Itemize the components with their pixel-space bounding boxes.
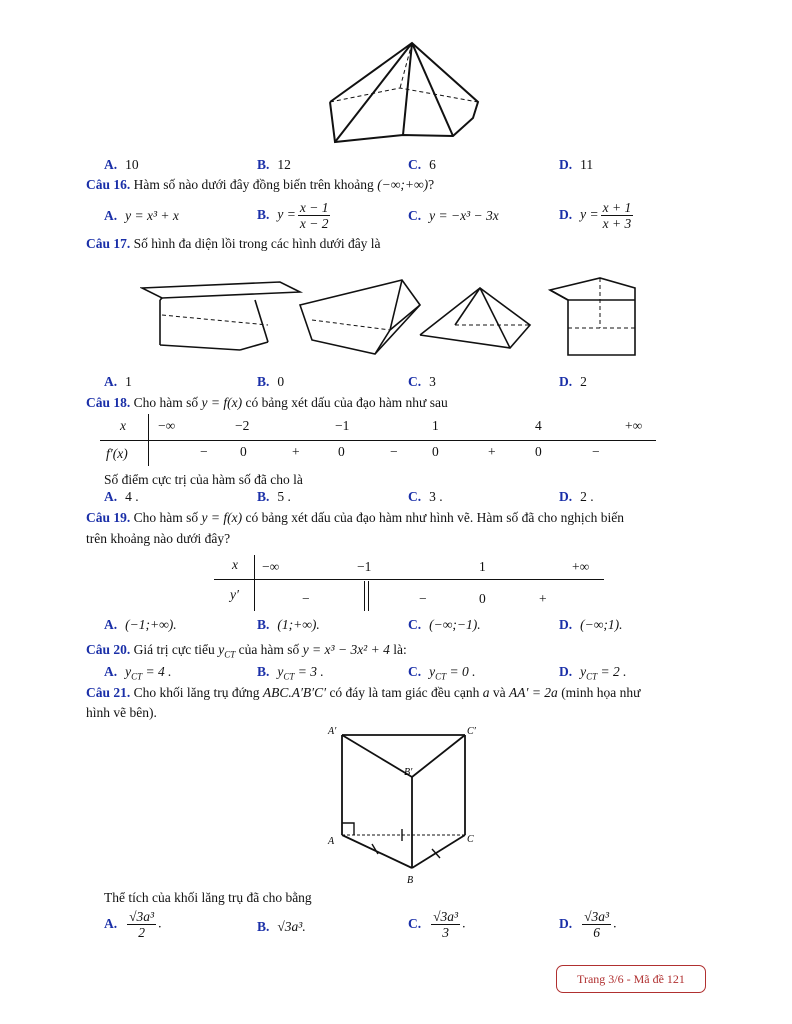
page-footer: Trang 3/6 - Mã đề 121 <box>556 965 706 993</box>
sign: 0 <box>479 591 486 606</box>
polyhedra-figures <box>140 270 640 365</box>
x-header: x <box>120 418 126 433</box>
prism-figure <box>320 720 490 890</box>
vertex-label: B′ <box>404 767 413 778</box>
q18-option-a[interactable]: A. 4 . <box>104 489 139 504</box>
q19-option-c[interactable]: C. (−∞;−1). <box>408 617 481 632</box>
sign: 0 <box>240 444 247 459</box>
sign: + <box>488 444 496 459</box>
q15-option-a[interactable]: A. 10 <box>104 157 139 172</box>
q17-option-a[interactable]: A. 1 <box>104 374 132 389</box>
x-val: −1 <box>335 418 350 433</box>
sign: − <box>390 444 398 459</box>
q21-stem-line2: hình vẽ bên). <box>86 705 157 720</box>
q19-option-a[interactable]: A. (−1;+∞). <box>104 617 177 632</box>
q19-option-d[interactable]: D. (−∞;1). <box>559 617 623 632</box>
q20-stem: Câu 20. Giá trị cực tiểu $y_{CT}$ của hàm số y = x³ − 3x² + 4 là: <box>86 642 407 660</box>
q18-option-c[interactable]: C. 3 . <box>408 489 443 504</box>
q18-option-d[interactable]: D. 2 . <box>559 489 594 504</box>
q15-option-b[interactable]: B. 12 <box>257 157 291 172</box>
q20-option-c[interactable]: C. $y_{CT} = 0$ . <box>408 664 476 682</box>
x-val: 4 <box>535 418 542 433</box>
yprime-header: y′ <box>230 587 239 602</box>
q21-option-a[interactable]: A. $\frac{\text{√3a³}}{2}$ . <box>104 909 162 940</box>
q17-option-b[interactable]: B. 0 <box>257 374 285 389</box>
q18-sign-table <box>100 414 656 466</box>
x-val: −2 <box>235 418 250 433</box>
q18-follow: Số điểm cực trị của hàm số đã cho là <box>104 472 303 487</box>
q17-stem: Câu 17. Số hình đa diện lồi trong các hình dưới đây là <box>86 236 381 251</box>
fraction: $\frac{\text{√3a³}}{6}$ <box>584 909 610 940</box>
q20-option-d[interactable]: D. $y_{CT} = 2$ . <box>559 664 627 682</box>
x-val: −1 <box>357 559 372 574</box>
sign: − <box>302 591 310 606</box>
x-header: x <box>232 557 238 572</box>
sign: 0 <box>535 444 542 459</box>
q15-option-d[interactable]: D. 11 <box>559 157 594 172</box>
q16-option-b[interactable]: B. y = $\frac{x - 1}{x - 2}$ <box>257 200 329 231</box>
q21-option-d[interactable]: D. $\frac{\text{√3a³}}{6}$ . <box>559 909 617 940</box>
fraction: $\frac{x - 1}{x - 2}$ <box>299 200 329 231</box>
fraction: $\frac{\text{√3a³}}{3}$ <box>433 909 459 940</box>
x-val: +∞ <box>625 418 643 433</box>
x-val: +∞ <box>572 559 590 574</box>
sign: + <box>539 591 547 606</box>
vertex-label: B <box>407 875 414 886</box>
x-val: −∞ <box>158 418 176 433</box>
q19-option-b[interactable]: B. (1;+∞). <box>257 617 320 632</box>
q20-option-a[interactable]: A. $y_{CT} = 4$ . <box>104 664 172 682</box>
q21-stem: Câu 21. Cho khối lăng trụ đứng ABC.A′B′C′ có đáy là tam giác đều cạnh a và AA′ = 2a (minh họa như <box>86 685 641 700</box>
q16-option-a[interactable]: A. y = x³ + x <box>104 208 179 223</box>
sign: − <box>419 591 427 606</box>
vertex-label: C <box>467 834 474 845</box>
q17-option-c[interactable]: C. 3 <box>408 374 436 389</box>
q21-option-c[interactable]: C. $\frac{\text{√3a³}}{3}$ . <box>408 909 466 940</box>
sign: 0 <box>338 444 345 459</box>
x-val: 1 <box>432 418 439 433</box>
q19-sign-table <box>214 555 604 611</box>
q21-option-b[interactable]: B. √3a³. <box>257 919 306 934</box>
x-val: −∞ <box>262 559 280 574</box>
q18-option-b[interactable]: B. 5 . <box>257 489 291 504</box>
q19-stem: Câu 19. Cho hàm số y = f(x) có bảng xét dấu của đạo hàm như hình vẽ. Hàm số đã cho nghịch biến <box>86 510 624 525</box>
sign: − <box>200 444 208 459</box>
vertex-label: A′ <box>328 726 337 737</box>
fraction: $\frac{x + 1}{x + 3}$ <box>602 200 632 231</box>
sign: − <box>592 444 600 459</box>
q16-option-c[interactable]: C. y = −x³ − 3x <box>408 208 499 223</box>
q18-stem: Câu 18. Cho hàm số y = f(x) có bảng xét dấu của đạo hàm như sau <box>86 395 448 410</box>
vertex-label: A <box>328 836 335 847</box>
q16-option-d[interactable]: D. y = $\frac{x + 1}{x + 3}$ <box>559 200 632 231</box>
pyramid-figure <box>325 40 485 150</box>
q21-follow: Thể tích của khối lăng trụ đã cho bằng <box>104 890 312 905</box>
q17-option-d[interactable]: D. 2 <box>559 374 587 389</box>
x-val: 1 <box>479 559 486 574</box>
fprime-header: f′(x) <box>106 446 128 461</box>
fraction: $\frac{\text{√3a³}}{2}$ <box>129 909 155 940</box>
sign: 0 <box>432 444 439 459</box>
vertex-label: C′ <box>467 726 476 737</box>
q20-option-b[interactable]: B. $y_{CT} = 3$ . <box>257 664 324 682</box>
q19-stem-line2: trên khoảng nào dưới đây? <box>86 531 231 546</box>
sign: + <box>292 444 300 459</box>
q16-stem: Câu 16. Hàm số nào dưới đây đồng biến trên khoảng (−∞;+∞)? <box>86 177 435 192</box>
q15-option-c[interactable]: C. 6 <box>408 157 436 172</box>
